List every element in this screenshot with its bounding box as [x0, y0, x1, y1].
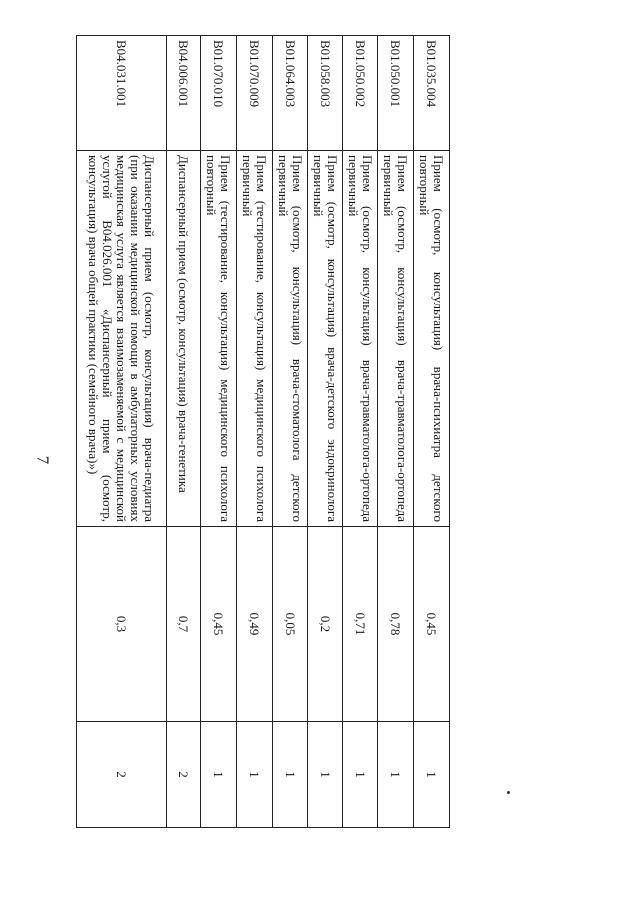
service-coefficient: 0,49: [237, 527, 273, 722]
service-code: B01.050.001: [378, 36, 414, 151]
service-coefficient: 0,7: [167, 527, 201, 722]
service-code: B04.031.001: [77, 36, 167, 151]
service-code: B01.064.003: [273, 36, 308, 151]
service-quantity: 2: [167, 722, 201, 828]
table-row: [308, 36, 343, 828]
services-table-frame: [86, 35, 450, 827]
service-coefficient: 0,45: [414, 527, 450, 722]
table-row: [414, 36, 450, 828]
service-code: B01.070.009: [237, 36, 273, 151]
table-row: [167, 36, 201, 828]
services-table: [76, 35, 450, 828]
service-quantity: 1: [414, 722, 450, 828]
service-quantity: 1: [343, 722, 378, 828]
service-name: Прием (тестирование, консультация) медицинского психолога повторный: [201, 151, 237, 527]
service-coefficient: 0,05: [273, 527, 308, 722]
page-number: 7: [33, 455, 53, 465]
service-quantity: 1: [237, 722, 273, 828]
table-row: [77, 36, 167, 828]
service-code: B01.050.002: [343, 36, 378, 151]
table-row: [237, 36, 273, 828]
service-coefficient: 0,71: [343, 527, 378, 722]
service-name: Прием (осмотр, консультация) врача-психиатра детского повторный: [414, 151, 450, 527]
service-coefficient: 0,78: [378, 527, 414, 722]
service-name: Диспансерный прием (осмотр, консультация) врача-генетика: [167, 151, 201, 527]
service-code: B01.070.010: [201, 36, 237, 151]
service-coefficient: 0,45: [201, 527, 237, 722]
table-row: [201, 36, 237, 828]
service-quantity: 2: [77, 722, 167, 828]
service-quantity: 1: [378, 722, 414, 828]
service-name: Прием (осмотр, консультация) врача-травматолога-ортопеда первичный: [378, 151, 414, 527]
service-quantity: 1: [273, 722, 308, 828]
service-name: Прием (осмотр, консультация) врача-травматолога-ортопеда первичный: [343, 151, 378, 527]
service-name: Прием (осмотр, консультация) врача-стоматолога детского первичный: [273, 151, 308, 527]
service-coefficient: 0,3: [77, 527, 167, 722]
table-row: [378, 36, 414, 828]
service-quantity: 1: [201, 722, 237, 828]
service-quantity: 1: [308, 722, 343, 828]
service-code: B04.006.001: [167, 36, 201, 151]
table-row: [343, 36, 378, 828]
service-name: Диспансерный прием (осмотр, консультация) врача-педиатра (при оказании медицинской помощи в амбулаторных условиях медицинская услуга является взаимозаменяемой с медицинской услугой B04.026.001 «Диспансерный прием (осмотр, консультация) врача общей практики (семейного врача)»): [77, 151, 167, 527]
service-coefficient: 0,2: [308, 527, 343, 722]
service-name: Прием (тестирование, консультация) медицинского психолога первичный: [237, 151, 273, 527]
scan-speck: [507, 791, 510, 794]
service-name: Прием (осмотр, консультация) врача-детского эндокринолога первичный: [308, 151, 343, 527]
service-code: B01.035.004: [414, 36, 450, 151]
table-row: [273, 36, 308, 828]
service-code: B01.058.003: [308, 36, 343, 151]
